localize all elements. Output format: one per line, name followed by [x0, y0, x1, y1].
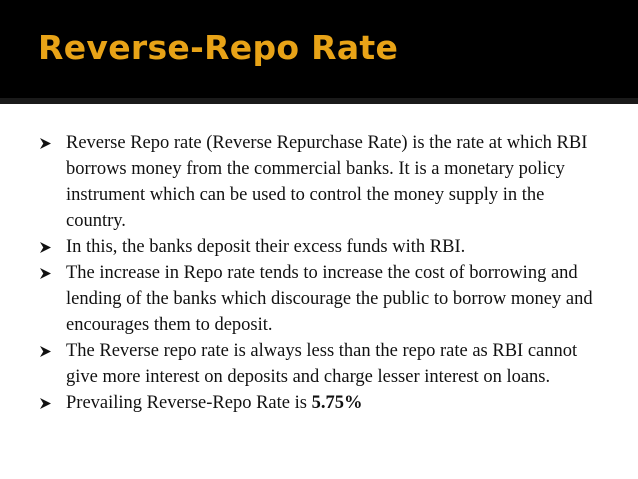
bullet-item	[40, 130, 600, 234]
arrowhead-bullet-icon	[40, 138, 51, 149]
bullet-text: The increase in Repo rate tends to increase the cost of borrowing and lending of the banks which discourage the public to borrow money and encourages them to deposit.	[66, 263, 593, 335]
arrowhead-bullet-icon	[40, 242, 51, 253]
bullet-item	[40, 234, 600, 260]
arrowhead-bullet-icon	[40, 268, 51, 279]
bullet-text: The Reverse repo rate is always less than the repo rate as RBI cannot give more interest on deposits and charge lesser interest on loans.	[66, 341, 578, 387]
arrowhead-bullet-icon	[40, 398, 51, 409]
bullet-list	[40, 130, 600, 416]
arrowhead-bullet-icon	[40, 346, 51, 357]
title-bar	[0, 0, 638, 104]
bullet-text: Reverse Repo rate (Reverse Repurchase Rate) is the rate at which RBI borrows money from the commercial banks. It is a monetary policy instrument which can be used to control the money supply in the country.	[66, 133, 588, 231]
reverse-repo-rate-value: 5.75%	[311, 393, 363, 413]
slide-title: Reverse-Repo Rate	[38, 28, 399, 67]
bullet-item	[40, 260, 600, 338]
bullet-text	[66, 393, 362, 413]
bullet-item	[40, 338, 600, 390]
bullet-item	[40, 390, 600, 416]
bullet-text: In this, the banks deposit their excess funds with RBI.	[66, 237, 466, 257]
bullet-text-lead: Prevailing Reverse-Repo Rate is	[66, 393, 312, 413]
